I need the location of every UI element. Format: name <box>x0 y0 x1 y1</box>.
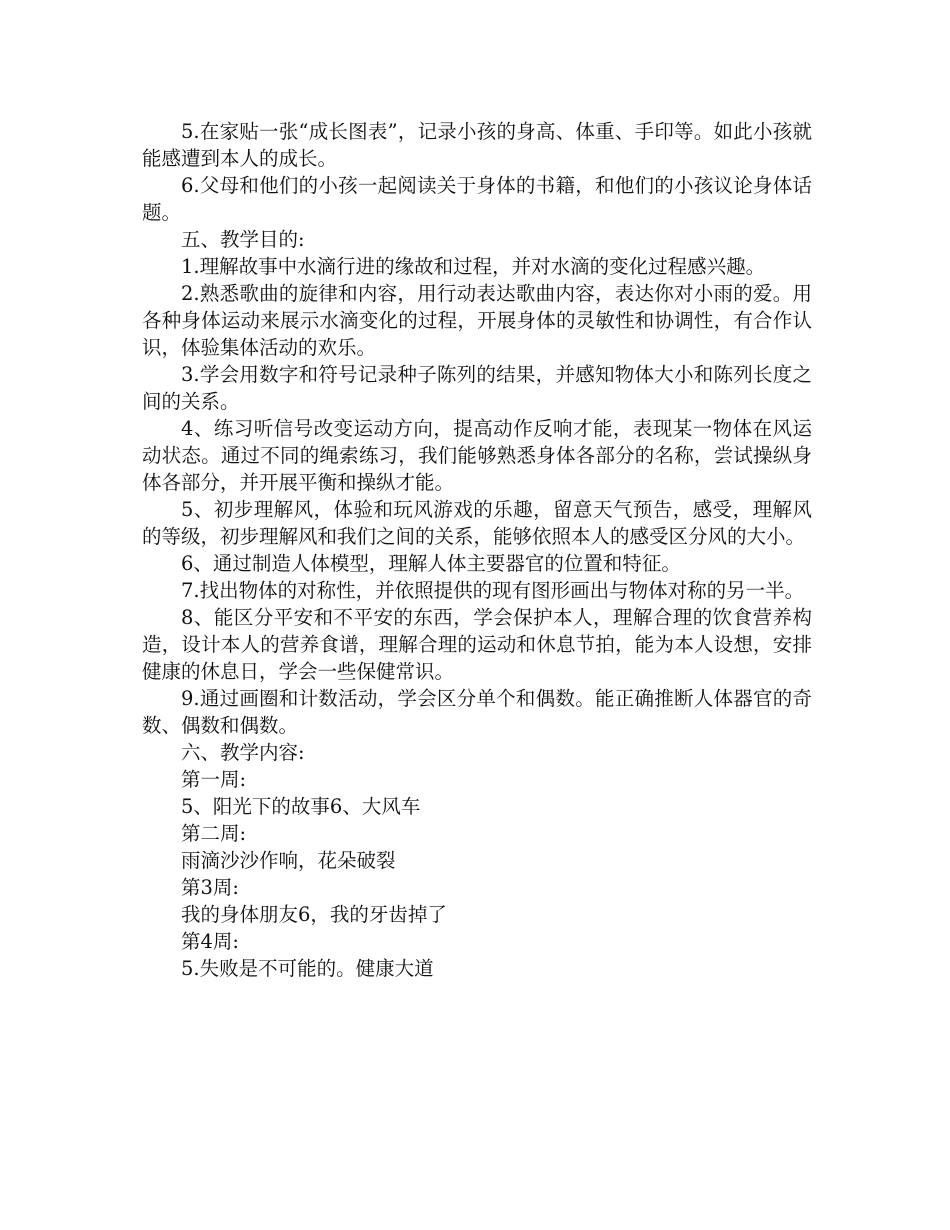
week-4-label: 第4周: <box>181 930 239 953</box>
paragraph-body-books: 6.父母和他们的小孩一起阅读关于身体的书籍，和他们的小孩议论身体话题。 <box>142 174 812 224</box>
week-2-content: 雨滴沙沙作响，花朵破裂 <box>181 849 396 872</box>
goal-item-5: 5、初步理解风，体验和玩风游戏的乐趣，留意天气预告，感受，理解风的等级，初步理解风和我们之间的关系，能够依照本人的感受区分风的大小。 <box>142 498 812 548</box>
goal-item-8: 8、能区分平安和不平安的东西，学会保护本人，理解合理的饮食营养构造，设计本人的营养食谱，理解合理的运动和休息节拍，能为本人设想，安排健康的休息日，学会一些保健常识。 <box>142 606 812 683</box>
document-body <box>142 118 812 982</box>
heading-teaching-content: 六、教学内容: <box>181 741 305 764</box>
week-2-label: 第二周: <box>181 822 247 845</box>
goal-item-3: 3.学会用数字和符号记录种子陈列的结果，并感知物体大小和陈列长度之间的关系。 <box>142 363 812 413</box>
goal-item-1: 1.理解故事中水滴行进的缘故和过程，并对水滴的变化过程感兴趣。 <box>181 255 766 278</box>
goal-item-2: 2.熟悉歌曲的旋律和内容，用行动表达歌曲内容，表达你对小雨的爱。用各种身体运动来展示水滴变化的过程，开展身体的灵敏性和协调性，有合作认识，体验集体活动的欢乐。 <box>142 282 812 359</box>
heading-teaching-goals: 五、教学目的: <box>181 228 305 251</box>
goal-item-9: 9.通过画圈和计数活动，学会区分单个和偶数。能正确推断人体器官的奇数、偶数和偶数。 <box>142 687 812 737</box>
week-3-label: 第3周: <box>181 876 239 899</box>
paragraph-growth-chart: 5.在家贴一张“成长图表”，记录小孩的身高、体重、手印等。如此小孩就能感遭到本人的成长。 <box>142 120 812 170</box>
week-4-content: 5.失败是不可能的。健康大道 <box>181 957 434 980</box>
goal-item-7: 7.找出物体的对称性，并依照提供的现有图形画出与物体对称的另一半。 <box>181 579 805 602</box>
week-1-label: 第一周: <box>181 768 247 791</box>
goal-item-4: 4、练习听信号改变运动方向，提高动作反响才能，表现某一物体在风运动状态。通过不同的绳索练习，我们能够熟悉身体各部分的名称，尝试操纵身体各部分，并开展平衡和操纵才能。 <box>142 417 812 494</box>
week-3-content: 我的身体朋友6，我的牙齿掉了 <box>181 903 447 926</box>
week-1-content: 5、阳光下的故事6、大风车 <box>181 795 421 818</box>
goal-item-6: 6、通过制造人体模型，理解人体主要器官的位置和特征。 <box>181 552 681 575</box>
